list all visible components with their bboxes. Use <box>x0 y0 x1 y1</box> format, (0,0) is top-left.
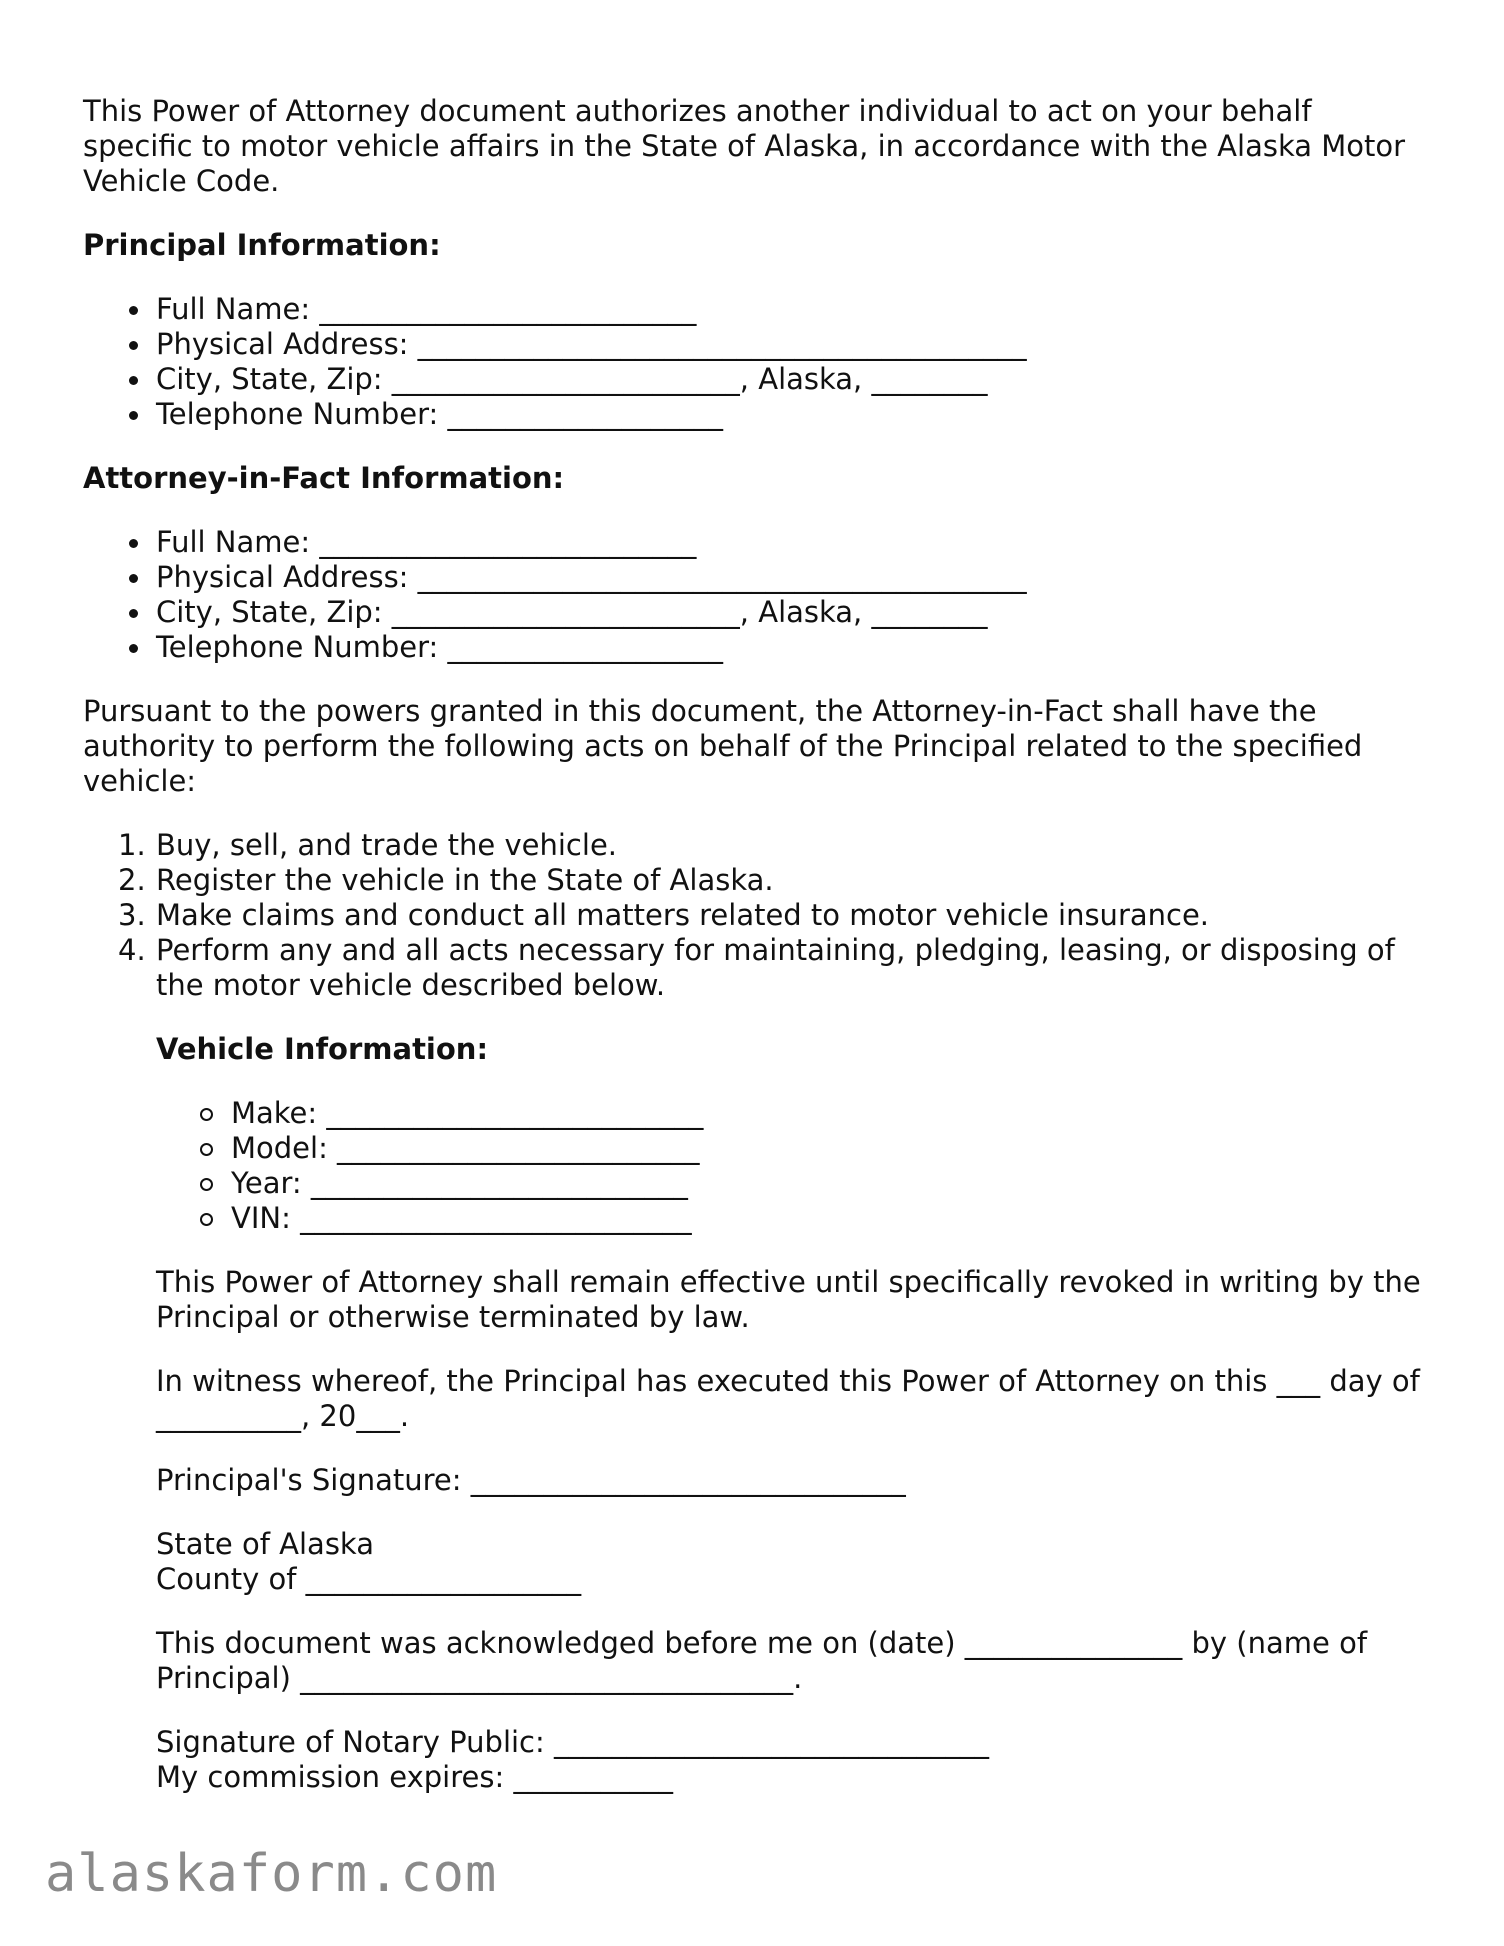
vehicle-model-field: Model: _________________________ <box>231 1131 1423 1166</box>
act-number: 1. <box>118 828 146 862</box>
vehicle-fields <box>156 1096 1423 1236</box>
act-item-2 <box>118 863 1423 898</box>
principal-address-field: Physical Address: __________________________________________ <box>156 327 1423 362</box>
effective-paragraph: This Power of Attorney shall remain effective until specifically revoked in writing by the Principal or otherwise terminated by law. <box>156 1265 1421 1334</box>
commission-line: My commission expires: ___________ <box>156 1760 673 1794</box>
act-item-4 <box>118 933 1423 1795</box>
act-number: 2. <box>118 863 146 897</box>
act-text: Register the vehicle in the State of Alaska. <box>156 863 774 897</box>
venue-block <box>156 1527 1423 1597</box>
notary-signature-line: Signature of Notary Public: ______________________________ <box>156 1725 989 1759</box>
principal-fields <box>83 292 1423 432</box>
attorney-city-state-zip-field: City, State, Zip: ________________________, Alaska, ________ <box>156 595 1423 630</box>
act-item-3 <box>118 898 1423 933</box>
vehicle-vin-field: VIN: ___________________________ <box>231 1201 1423 1236</box>
vehicle-heading: Vehicle Information: <box>156 1032 489 1066</box>
notary-block <box>156 1725 1423 1795</box>
watermark-logo: alaskaform.com <box>45 1844 498 1904</box>
attorney-telephone-field: Telephone Number: ___________________ <box>156 630 1423 665</box>
principal-full-name-field: Full Name: __________________________ <box>156 292 1423 327</box>
witness-paragraph: In witness whereof, the Principal has executed this Power of Attorney on this ___ day of __________, 20___. <box>156 1364 1420 1433</box>
attorney-full-name-field: Full Name: __________________________ <box>156 525 1423 560</box>
principal-city-state-zip-field: City, State, Zip: ________________________, Alaska, ________ <box>156 362 1423 397</box>
attorney-fields <box>83 525 1423 665</box>
act-number: 3. <box>118 898 146 932</box>
vehicle-year-field: Year: __________________________ <box>231 1166 1423 1201</box>
document-page <box>83 94 1423 1824</box>
act-text: Make claims and conduct all matters related to motor vehicle insurance. <box>156 898 1210 932</box>
act-number: 4. <box>118 933 146 967</box>
act-text: Buy, sell, and trade the vehicle. <box>156 828 617 862</box>
vehicle-make-field: Make: __________________________ <box>231 1096 1423 1131</box>
county-line: County of ___________________ <box>156 1562 582 1596</box>
attorney-heading: Attorney-in-Fact Information: <box>83 461 565 495</box>
state-line: State of Alaska <box>156 1527 374 1561</box>
act-item-1 <box>118 828 1423 863</box>
acknowledgment-paragraph: This document was acknowledged before me on (date) _______________ by (name of Principal) __________________________________. <box>156 1626 1368 1695</box>
acts-list <box>83 828 1423 1795</box>
principal-heading: Principal Information: <box>83 228 441 262</box>
powers-intro-paragraph: Pursuant to the powers granted in this document, the Attorney-in-Fact shall have the authority to perform the following acts on behalf of the Principal related to the specified vehicle: <box>83 694 1363 798</box>
intro-paragraph: This Power of Attorney document authorizes another individual to act on your behalf specific to motor vehicle affairs in the State of Alaska, in accordance with the Alaska Motor Vehicle Code. <box>83 94 1406 198</box>
attorney-address-field: Physical Address: __________________________________________ <box>156 560 1423 595</box>
principal-telephone-field: Telephone Number: ___________________ <box>156 397 1423 432</box>
principal-signature-line: Principal's Signature: ______________________________ <box>156 1463 906 1497</box>
act-text: Perform any and all acts necessary for maintaining, pledging, leasing, or disposing of the motor vehicle described below. <box>156 933 1395 1002</box>
act-4-details <box>156 1032 1423 1795</box>
